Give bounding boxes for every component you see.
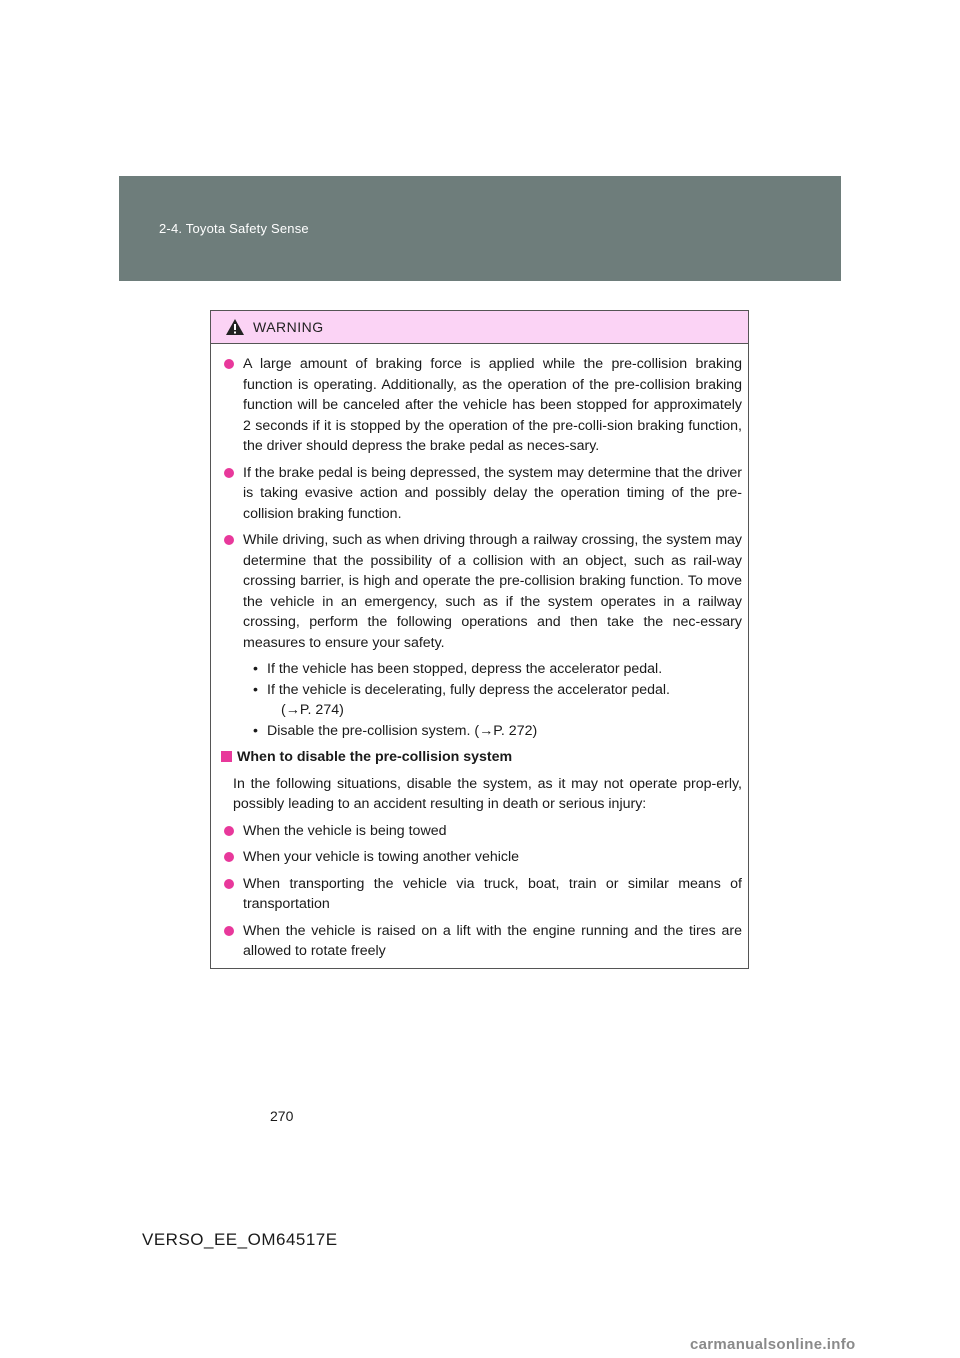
disable-condition: When your vehicle is towing another vehicle xyxy=(221,847,742,868)
operation-step: • If the vehicle has been stopped, depress the accelerator pedal. xyxy=(253,659,742,680)
bullet-dot-icon xyxy=(224,535,234,545)
bullet-dot-icon xyxy=(224,879,234,889)
watermark: carmanualsonline.info xyxy=(690,1336,856,1353)
sub-bullet-icon: • xyxy=(253,722,258,739)
bullet-dot-icon xyxy=(224,852,234,862)
warning-bullet: If the brake pedal is being depressed, the system may determine that the driver is taking evasive action and possibly delay the operation timing of the pre-collision braking function. xyxy=(221,463,742,525)
warning-header xyxy=(211,311,748,344)
section-title: 2-4. Toyota Safety Sense xyxy=(159,221,309,236)
warning-box xyxy=(210,310,749,969)
bullet-dot-icon xyxy=(224,468,234,478)
sub-bullet-icon: • xyxy=(253,661,258,677)
page-reference: (→P. 274) xyxy=(281,702,344,718)
warning-triangle-icon xyxy=(225,318,245,336)
page-number: 270 xyxy=(270,1108,294,1124)
disable-condition: When the vehicle is being towed xyxy=(221,821,742,842)
bullet-dot-icon xyxy=(224,359,234,369)
bullet-dot-icon xyxy=(224,926,234,936)
operation-step: • If the vehicle is decelerating, fully depress the accelerator pedal. (→P. 274) xyxy=(253,680,742,721)
warning-label: WARNING xyxy=(253,319,324,335)
section-paragraph: In the following situations, disable the system, as it may not operate prop-erly, possibly leading to an accident resulting in death or serious injury: xyxy=(233,775,742,812)
document-code: VERSO_EE_OM64517E xyxy=(142,1230,338,1249)
operation-step: • Disable the pre-collision system. (→P. 272) xyxy=(253,721,742,742)
section-header-bar xyxy=(119,176,841,281)
operation-steps-list xyxy=(221,659,742,741)
warning-bullet: While driving, such as when driving through a railway crossing, the system may determine that the possibility of a collision with an object, such as rail-way crossing barrier, is high and operate the pre-collision braking function. To move the vehicle in an emergency, such as if the system operates in a railway crossing, perform the following operations and then take the nec-essary measures to ensure your safety. xyxy=(221,530,742,653)
warning-bullet: A large amount of braking force is applied while the pre-collision braking function is operating. Additionally, as the operation of the pre-collision braking function will be canceled after the vehicle has been stopped for approximately 2 seconds if it is stopped by the operation of the pre-colli-sion braking function, the driver should depress the brake pedal as neces-sary. xyxy=(221,354,742,457)
disable-condition: When the vehicle is raised on a lift with the engine running and the tires are allowed to rotate freely xyxy=(221,921,742,962)
warning-body xyxy=(211,344,748,962)
sub-bullet-icon: • xyxy=(253,681,258,698)
disable-condition: When transporting the vehicle via truck, boat, train or similar means of transportation xyxy=(221,874,742,915)
square-bullet-icon xyxy=(221,751,232,762)
section-heading: When to disable the pre-collision system xyxy=(221,747,742,768)
bullet-dot-icon xyxy=(224,826,234,836)
